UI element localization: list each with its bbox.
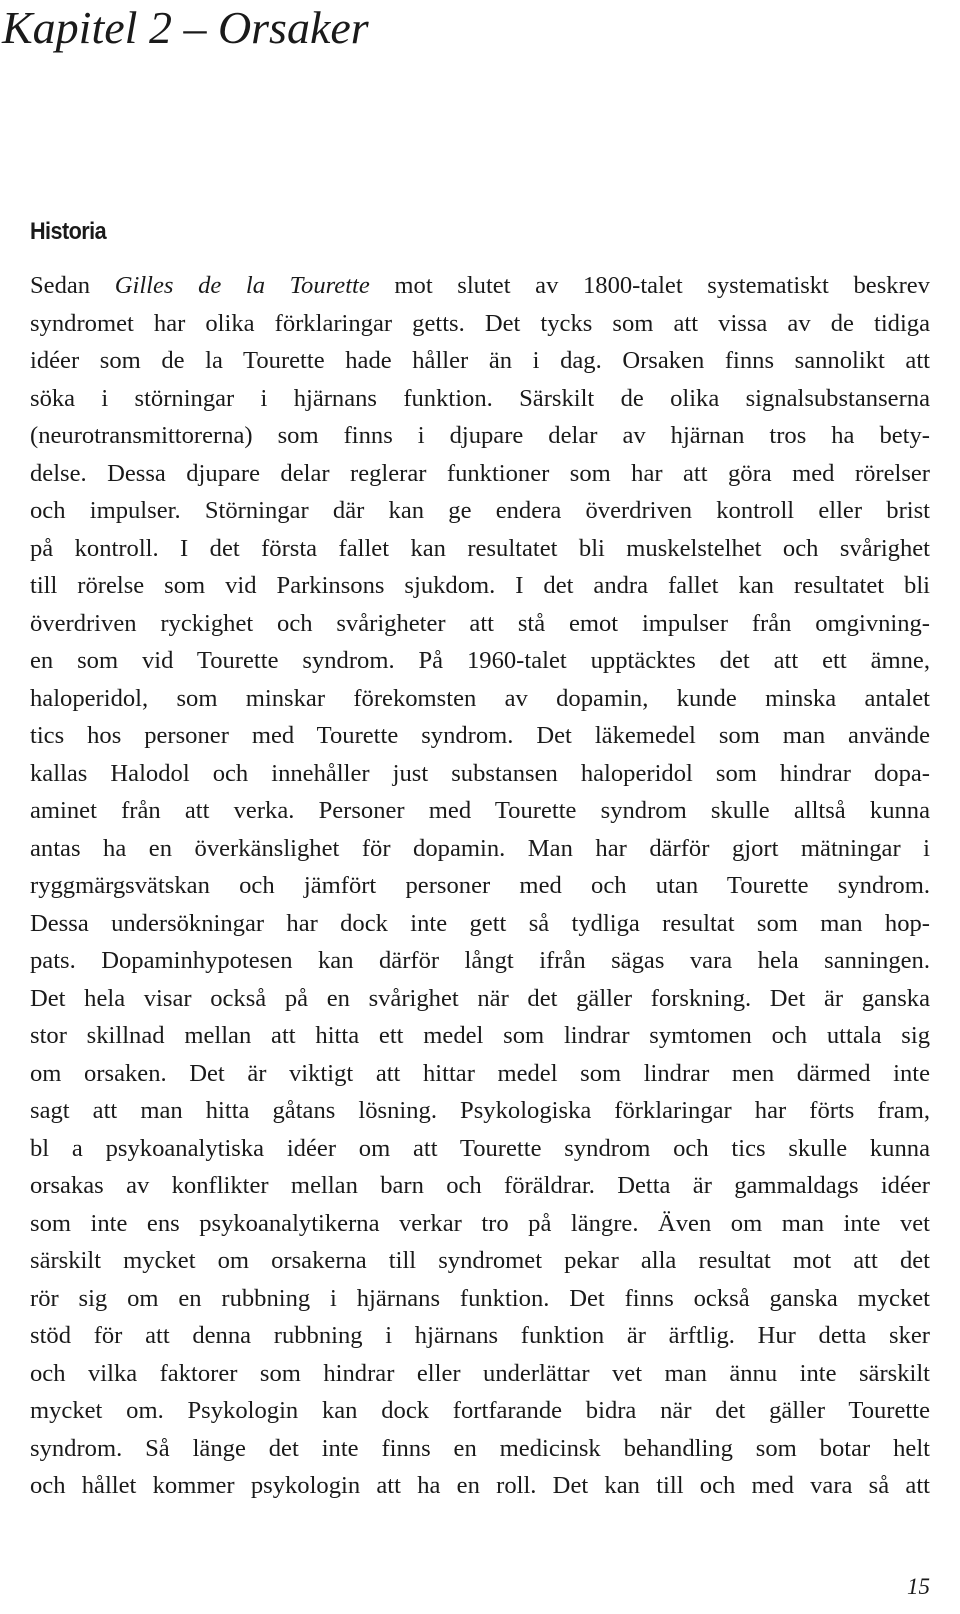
paragraph-line: (neurotransmittorerna) som finns i djupare delar av hjärnan tros ha bety- xyxy=(30,422,930,449)
paragraph-line xyxy=(30,267,930,305)
paragraph-line: stor skillnad mellan att hitta ett medel som lindrar symtomen och uttala sig xyxy=(30,1022,930,1049)
paragraph-line: antas ha en överkänslighet för dopamin. Man har därför gjort mätningar i xyxy=(30,834,930,862)
paragraph-line: tics hos personer med Tourette syndrom. Det läkemedel som man använde xyxy=(30,722,930,749)
paragraph-line: mycket om. Psykologin kan dock fortfarande bidra när det gäller Tourette xyxy=(30,1397,930,1424)
paragraph-line: kallas Halodol och innehåller just substansen haloperidol som hindrar dopa- xyxy=(30,759,930,787)
line-text: Sedan xyxy=(30,272,115,299)
paragraph-line: och hållet kommer psykologin att ha en roll. Det kan till och med vara så att xyxy=(30,1472,930,1499)
paragraph-line: en som vid Tourette syndrom. På 1960-talet upptäcktes det att ett ämne, xyxy=(30,647,930,674)
paragraph-line: och vilka faktorer som hindrar eller underlättar vet man ännu inte särskilt xyxy=(30,1359,930,1387)
paragraph-line: syndromet har olika förklaringar getts. Det tycks som att vissa av de tidiga xyxy=(30,309,930,337)
paragraph-line: syndrom. Så länge det inte finns en medicinsk behandling som botar helt xyxy=(30,1434,930,1462)
paragraph-line: som inte ens psykoanalytikerna verkar tro på längre. Även om man inte vet xyxy=(30,1209,930,1237)
section-heading: Historia xyxy=(30,218,107,245)
paragraph-line: bl a psykoanalytiska idéer om att Tourette syndrom och tics skulle kunna xyxy=(30,1134,930,1162)
paragraph-line: pats. Dopaminhypotesen kan därför långt ifrån sägas vara hela sanningen. xyxy=(30,947,930,974)
paragraph-line: sagt att man hitta gåtans lösning. Psykologiska förklaringar har förts fram, xyxy=(30,1097,930,1124)
paragraph-line: på kontroll. I det första fallet kan resultatet bli muskelstelhet och svårighet xyxy=(30,534,930,562)
paragraph-line: delse. Dessa djupare delar reglerar funktioner som har att göra med rörelser xyxy=(30,459,930,487)
paragraph-line: idéer som de la Tourette hade håller än i dag. Orsaken finns sannolikt att xyxy=(30,347,930,374)
paragraph-line: om orsaken. Det är viktigt att hittar medel som lindrar men därmed inte xyxy=(30,1059,930,1087)
page-number: 15 xyxy=(907,1574,930,1599)
paragraph-line: Det hela visar också på en svårighet när det gäller forskning. Det är ganska xyxy=(30,984,930,1012)
paragraph-line: haloperidol, som minskar förekomsten av dopamin, kunde minska antalet xyxy=(30,684,930,712)
paragraph-line: Dessa undersökningar har dock inte gett så tydliga resultat som man hop- xyxy=(30,909,930,937)
paragraph-line: till rörelse som vid Parkinsons sjukdom. I det andra fallet kan resultatet bli xyxy=(30,572,930,599)
line-text: mot slutet av 1800-talet systematiskt beskrev xyxy=(369,272,930,299)
paragraph-line: orsakas av konflikter mellan barn och föräldrar. Detta är gammaldags idéer xyxy=(30,1172,930,1199)
paragraph-line: överdriven ryckighet och svårigheter att stå emot impulser från omgivning- xyxy=(30,609,930,637)
body-paragraph xyxy=(30,267,930,1505)
paragraph-line: och impulser. Störningar där kan ge endera överdriven kontroll eller brist xyxy=(30,497,930,524)
italic-name: Gilles de la Tourette xyxy=(114,272,370,299)
paragraph-line: stöd för att denna rubbning i hjärnans funktion är ärftlig. Hur detta sker xyxy=(30,1322,930,1349)
paragraph-line: särskilt mycket om orsakerna till syndromet pekar alla resultat mot att det xyxy=(30,1247,930,1274)
chapter-title: Kapitel 2 – Orsaker xyxy=(2,2,369,53)
paragraph-line: ryggmärgsvätskan och jämfört personer med och utan Tourette syndrom. xyxy=(30,872,930,899)
paragraph-line: söka i störningar i hjärnans funktion. Särskilt de olika signalsubstanserna xyxy=(30,384,930,412)
paragraph-line: rör sig om en rubbning i hjärnans funktion. Det finns också ganska mycket xyxy=(30,1284,930,1312)
paragraph-line: aminet från att verka. Personer med Tourette syndrom skulle alltså kunna xyxy=(30,797,930,824)
